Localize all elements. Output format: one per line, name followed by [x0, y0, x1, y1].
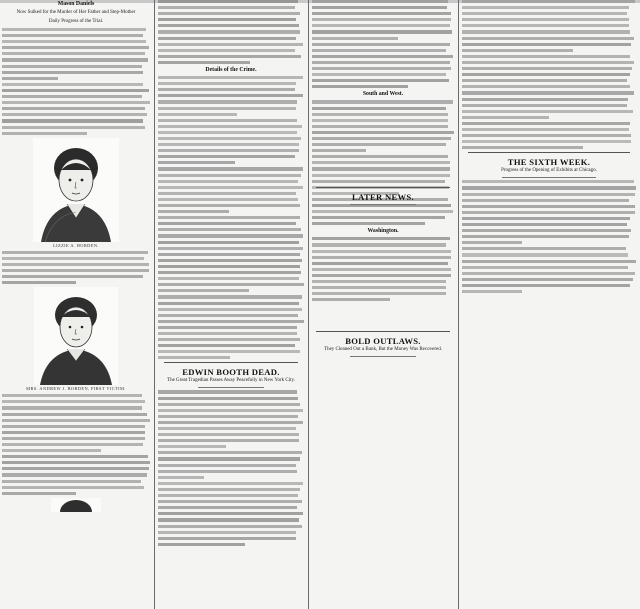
column-4 [460, 0, 638, 609]
column-2 [156, 0, 306, 609]
body-text-block [2, 83, 150, 135]
divider [502, 177, 596, 178]
body-text-block [158, 0, 304, 64]
body-text-block [312, 100, 454, 152]
section-divider [468, 152, 630, 153]
column-3 [310, 0, 456, 609]
column-1-head-line: Daily Progress of the Trial. [48, 19, 104, 24]
body-text-block [158, 167, 304, 213]
bold-outlaws-block [310, 328, 456, 359]
sixth-week-subhead: Progress of the Opening of Exhibits at Chicago. [501, 168, 597, 174]
sixth-week-headline: THE SIXTH WEEK. [507, 157, 591, 168]
body-text-block [2, 394, 150, 452]
body-text-block [158, 390, 304, 448]
body-text-block [2, 455, 150, 495]
section-head: Details of the Crime. [205, 67, 257, 74]
column-1-head-line: Mason Daniels [57, 1, 95, 7]
section-divider [316, 187, 450, 188]
divider [350, 356, 416, 357]
body-text-block [158, 119, 304, 165]
section-head: Washington. [367, 228, 399, 235]
body-text-block [158, 295, 304, 359]
column-rule [458, 0, 459, 609]
section-divider [164, 362, 298, 363]
column-1 [0, 0, 152, 609]
body-text-block [312, 237, 454, 301]
body-text-block [158, 482, 304, 546]
body-text-block [462, 0, 636, 52]
section-divider [316, 331, 450, 332]
body-text-block [158, 451, 304, 478]
edwin-booth-headline: EDWIN BOOTH DEAD. [182, 367, 280, 378]
portrait-engraving [34, 287, 118, 385]
body-text-block [2, 28, 150, 80]
body-text-block [462, 122, 636, 149]
column-rule [308, 0, 309, 609]
portrait-caption: LIZZIE A. BORDEN. [53, 242, 99, 248]
body-text-block [462, 180, 636, 244]
body-text-block [312, 0, 454, 40]
divider [350, 204, 416, 205]
later-news-headline: LATER NEWS. [352, 192, 414, 202]
section-head: South and West. [362, 91, 404, 98]
column-rule [154, 0, 155, 609]
portrait-engraving-partial [51, 498, 101, 512]
bold-outlaws-headline: BOLD OUTLAWS. [345, 336, 421, 346]
divider [198, 387, 264, 388]
portrait-caption: MRS. ANDREW J. BORDEN, FIRST VICTIM. [26, 386, 126, 392]
later-news-block [310, 184, 456, 207]
body-text-block [2, 251, 150, 285]
bold-outlaws-subhead: They Cleaned Out a Bank, But the Money Was Recovered. [324, 347, 442, 352]
column-1-head-line: Now Sulked for the Murder of Her Father and Step-Mother [16, 10, 136, 15]
body-text-block [462, 55, 636, 119]
body-text-block [158, 76, 304, 116]
portrait-engraving [33, 138, 119, 242]
body-text-block [312, 43, 454, 89]
body-text-block [158, 216, 304, 292]
body-text-block [462, 247, 636, 293]
edwin-booth-subhead: The Great Tragedian Passes Away Peacefully in New York City. [167, 378, 295, 384]
